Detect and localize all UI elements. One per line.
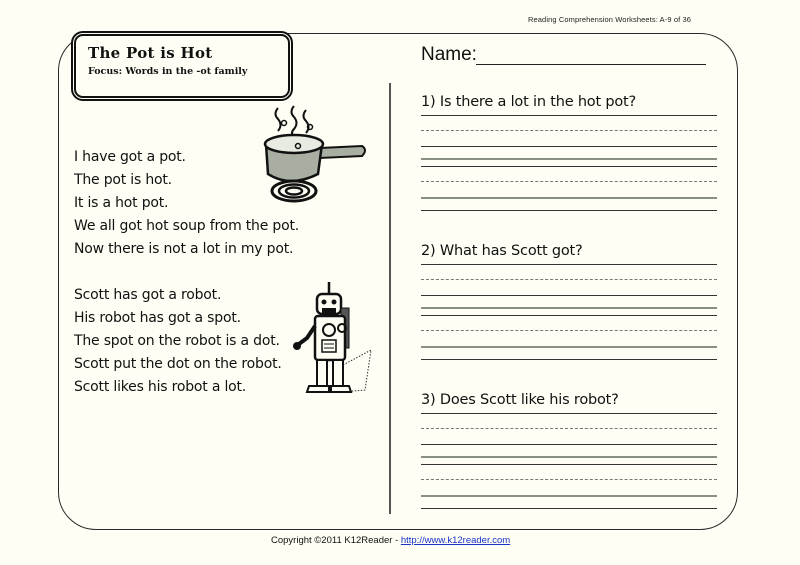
focus-subtitle: Focus: Words in the -ot family xyxy=(88,66,248,77)
story-line: Scott has got a robot. xyxy=(74,287,222,303)
answer-line[interactable] xyxy=(421,456,717,458)
story-line: Scott put the dot on the robot. xyxy=(74,356,282,372)
question-1: 1) Is there a lot in the hot pot? xyxy=(421,94,637,110)
name-input-line[interactable] xyxy=(476,64,706,65)
answer-line[interactable] xyxy=(421,295,717,296)
column-divider xyxy=(389,83,391,514)
answer-line[interactable] xyxy=(421,158,717,160)
answer-line[interactable] xyxy=(421,508,717,509)
answer-line[interactable] xyxy=(421,359,717,360)
answer-line[interactable] xyxy=(421,315,717,316)
answer-line[interactable] xyxy=(421,346,717,348)
answer-guide-line xyxy=(421,279,717,280)
answer-guide-line xyxy=(421,479,717,480)
story-line: I have got a pot. xyxy=(74,149,186,165)
answer-line[interactable] xyxy=(421,166,717,167)
story-line: Scott likes his robot a lot. xyxy=(74,379,247,395)
answer-line[interactable] xyxy=(421,115,717,116)
question-2: 2) What has Scott got? xyxy=(421,243,583,259)
story-line: The pot is hot. xyxy=(74,172,172,188)
story-line: The spot on the robot is a dot. xyxy=(74,333,280,349)
answer-line[interactable] xyxy=(421,444,717,445)
story-line: It is a hot pot. xyxy=(74,195,169,211)
name-label: Name: xyxy=(421,44,477,65)
answer-line[interactable] xyxy=(421,197,717,199)
answer-guide-line xyxy=(421,130,717,131)
answer-line[interactable] xyxy=(421,264,717,265)
footer xyxy=(271,535,510,546)
k12reader-link[interactable]: http://www.k12reader.com xyxy=(400,535,511,546)
question-3: 3) Does Scott like his robot? xyxy=(421,392,619,408)
robot-icon xyxy=(293,280,373,410)
worksheet-title: The Pot is Hot xyxy=(88,44,213,62)
hot-pot-icon xyxy=(258,104,368,204)
story-line: His robot has got a spot. xyxy=(74,310,241,326)
answer-line[interactable] xyxy=(421,413,717,414)
story-line: We all got hot soup from the pot. xyxy=(74,218,299,234)
answer-guide-line xyxy=(421,428,717,429)
title-box xyxy=(71,31,293,101)
answer-line[interactable] xyxy=(421,146,717,147)
answer-guide-line xyxy=(421,330,717,331)
answer-line[interactable] xyxy=(421,464,717,465)
copyright-text: Copyright ©2011 K12Reader - xyxy=(271,535,401,546)
answer-guide-line xyxy=(421,181,717,182)
story-paragraph-2 xyxy=(74,284,282,399)
answer-line[interactable] xyxy=(421,307,717,309)
answer-line[interactable] xyxy=(421,210,717,211)
story-line: Now there is not a lot in my pot. xyxy=(74,241,294,257)
answer-line[interactable] xyxy=(421,495,717,497)
worksheet-reference: Reading Comprehension Worksheets: A-9 of 36 xyxy=(528,15,692,24)
